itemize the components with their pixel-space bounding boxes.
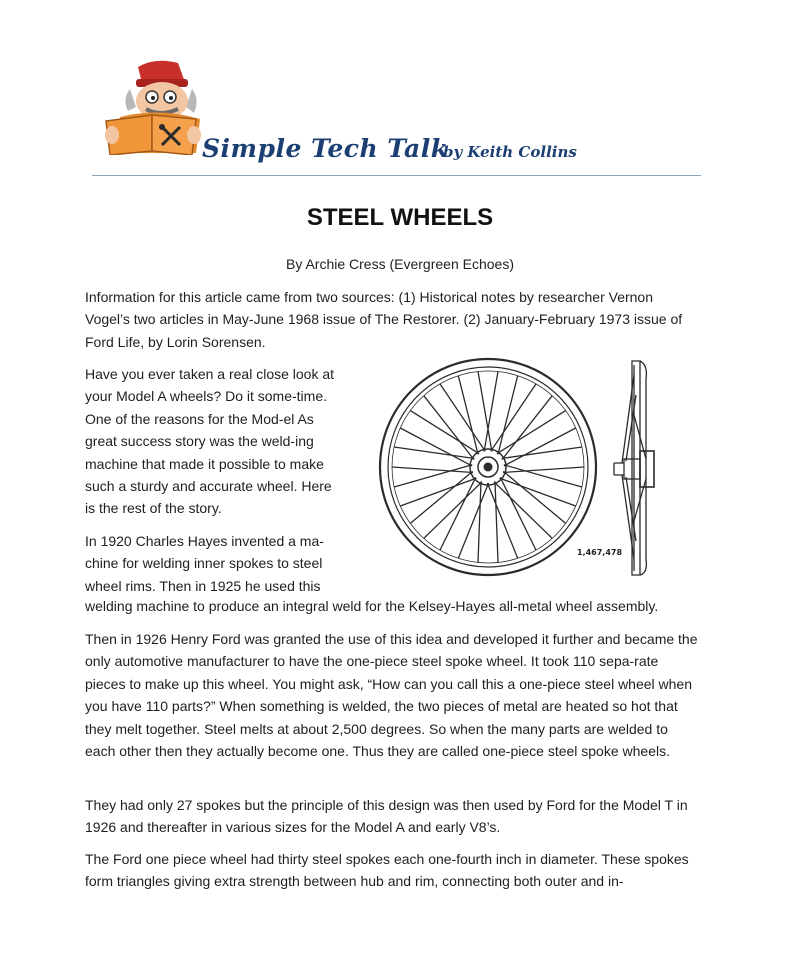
paragraph-spokes-27: They had only 27 spokes but the principle of this design was then used by Ford for the Model T in 1926 and thereafter in various sizes for the Model A and early V8’s.: [85, 797, 688, 836]
wheel-spoke: [458, 483, 488, 558]
paragraph-spokes-30: The Ford one piece wheel had thirty steel spokes each one-fourth inch in diameter. These spokes form triangles giving extra strength between hub and rim, connecting both outer and in-: [85, 851, 689, 890]
wheel-spoke: [400, 428, 472, 466]
wheel-spoke: [494, 482, 552, 539]
paragraph-hayes-continued: welding machine to produce an integral weld for the Kelsey-Hayes all-metal wheel assembly.: [85, 598, 659, 614]
paragraph-sources: Information for this article came from two sources: (1) Historical notes by researcher Vernon Vogel’s two articles in May-June 1968 issue of The Restorer. (2) January-February 1973 issue of Ford Life, by Lorin Sorensen.: [85, 289, 683, 350]
paragraph-hayes: In 1920 Charles Hayes invented a ma-chine for welding inner spokes to steel wheel rims. Then in 1925 he used this: [85, 533, 324, 594]
reading-mechanic-mascot-icon: [100, 55, 205, 155]
wheel-spoke: [484, 372, 498, 452]
article-title: STEEL WHEELS: [306, 204, 494, 231]
article-header: [0, 0, 800, 182]
spoke-wheel-patent-drawing-icon: [370, 355, 690, 583]
wheel-spoke: [440, 477, 476, 550]
article-author: By Archie Cress (Evergreen Echoes): [286, 256, 514, 272]
wheel-spoke: [502, 447, 582, 459]
column-byline: by Keith Collins: [443, 143, 577, 161]
wheel-spoke: [504, 428, 576, 466]
wheel-spoke: [495, 481, 498, 562]
wheel-spoke: [424, 482, 482, 539]
wheel-spoke: [478, 481, 481, 562]
wheel-spoke: [487, 483, 517, 558]
wheel-spoke: [394, 447, 474, 459]
patent-number: 1,467,478: [577, 548, 623, 557]
header-divider: [92, 175, 701, 176]
paragraph-intro: Have you ever taken a real close look at your Model A wheels? Do it some-time. One of the reasons for the Mod-el As great success story was the weld-ing machine that made it possible to make such a sturdy and accurate wheel. Here is the rest of the story.: [85, 366, 335, 517]
column-title: Simple Tech Talk: [202, 134, 449, 163]
wheel-spoke: [478, 372, 492, 452]
wheel-spoke: [500, 477, 536, 550]
paragraph-ford: Then in 1926 Henry Ford was granted the use of this idea and developed it further and became the only automotive manufacturer to have the one-piece steel spoke wheel. It took 110 sepa-rate pieces to make up this wheel. You might ask, “How can you call this a one-piece steel wheel when you have 110 parts?” When something is welded, the two pieces of metal are heated so hot that they melt together. Steel melts at about 2,500 degrees. So when the many parts are welded to each other then they actually become one. Thus they are called one-piece steel spoke wheels.: [85, 631, 698, 760]
